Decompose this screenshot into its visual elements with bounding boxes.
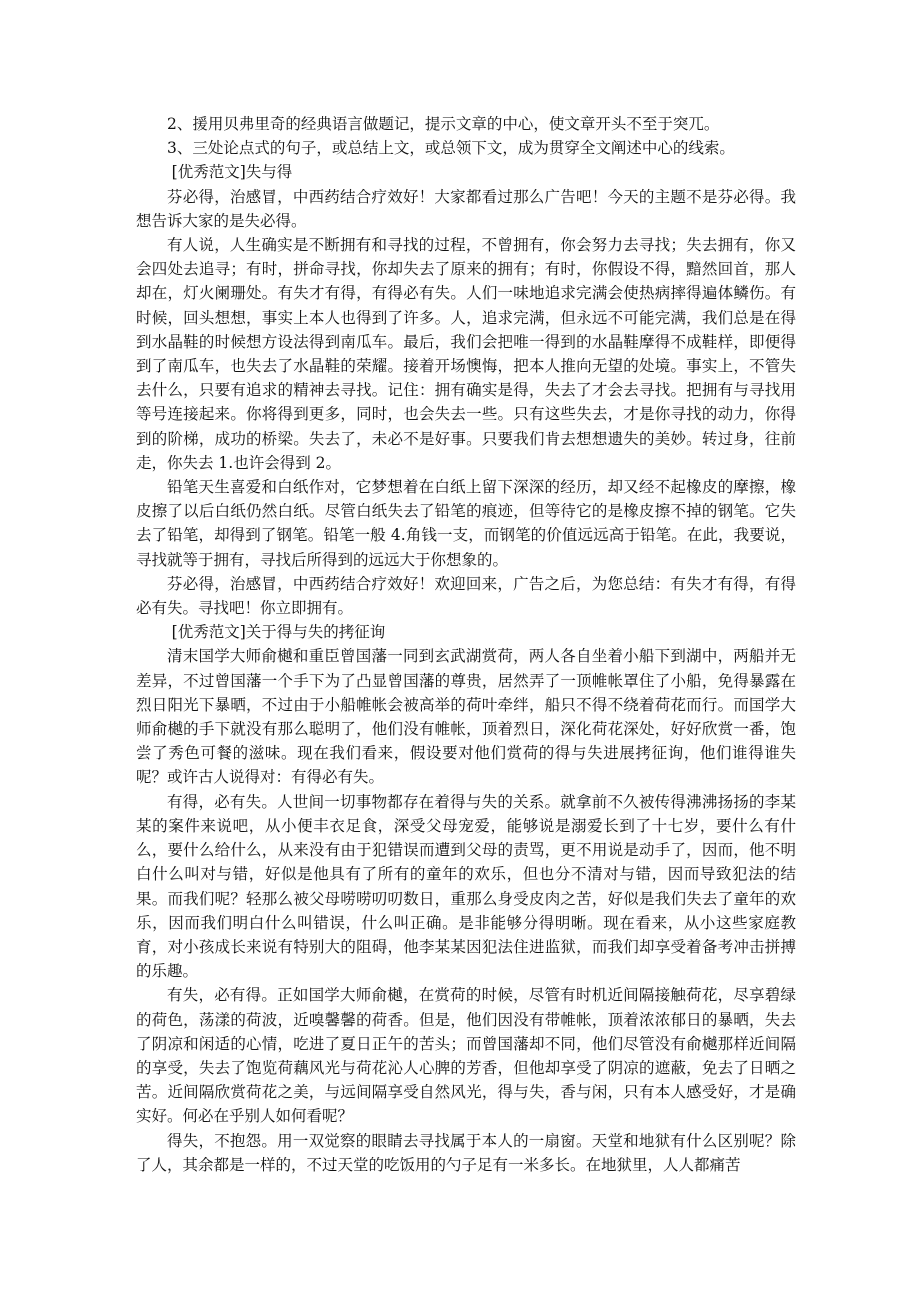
document-body [136,112,796,1177]
note-paragraph-2: 2、援用贝弗里奇的经典语言做题记，提示文章的中心，使文章开头不至于突兀。 [167,115,720,133]
body-paragraph: 清末国学大师俞樾和重臣曾国藩一同到玄武湖赏荷，两人各自坐着小船下到湖中，两船并无差异，不过曾国藩一个手下为了凸显曾国藩的尊贵，居然弄了一顶帷帐罩住了小船，免得暴露在烈日阳光下暴晒，不过由于小船帷帐会被高举的荷叶牵绊，船只不得不绕着荷花而行。而国学大师俞樾的手下就没有那么聪明了，他们没有帷帐，顶着烈日，深化荷花深处，好好欣赏一番，饱尝了秀色可餐的滋味。现在我们看来，假设要对他们赏荷的得与失进展拷征询，他们谁得谁失呢？或许古人说得对：有得必有失。 [136,647,796,787]
body-paragraph: 芬必得，治感冒，中西药结合疗效好！大家都看过那么广告吧！今天的主题不是芬必得。我想告诉大家的是失必得。 [136,187,796,230]
note-paragraph-3: 3、三处论点式的句子，或总结上文，或总领下文，成为贯穿全文阐述中心的线索。 [167,139,735,158]
body-paragraph: 有失，必有得。正如国学大师俞樾，在赏荷的时候，尽管有时机近间隔接触荷花，尽享碧绿的荷色，荡漾的荷波，近嗅馨馨的荷香。但是，他们因没有带帷帐，顶着浓浓郁日的暴晒，失去了阴凉和闲适的心情，吃进了夏日正午的苦头；而曾国藩却不同，他们尽管没有俞樾那样近间隔的享受，失去了饱览荷藕风光与荷花沁人心脾的芳香，但他却享受了阴凉的遮蔽，免去了日晒之苦。近间隔欣赏荷花之美，与远间隔享受自然风光，得与失，香与闲，只有本人感受好，才是确实好。何必在乎别人如何看呢？ [136,986,796,1126]
body-paragraph: 芬必得，治感冒，中西药结合疗效好！欢迎回来，广告之后，为您总结：有失才有得，有得必有失。寻找吧！你立即拥有。 [136,574,796,618]
body-paragraph: 有得，必有失。人世间一切事物都存在着得与失的关系。就拿前不久被传得沸沸扬扬的李某某的案件来说吧，从小便丰衣足食，深受父母宠爱，能够说是溺爱长到了十七岁，要什么有什么，要什么给什么，从来没有由于犯错误而遭到父母的责骂，更不用说是动手了，因而，他不明白什么叫对与错，好似是他具有了所有的童年的欢乐，但也分不清对与错，因而导致犯法的结果。而我们呢？轻那么被父母唠唠叨叨数日，重那么身受皮肉之苦，好似是我们失去了童年的欢乐，因而我们明白什么叫错误，什么叫正确。是非能够分得明晰。现在看来，从小这些家庭教育，对小孩成长来说有特别大的阻碍，他李某某因犯法住进监狱，而我们却享受着备考冲击拼搏的乐趣。 [136,792,796,981]
section-heading-loss-and-gain: [优秀范文]失与得 [171,163,293,182]
section-heading-gain-and-loss: [优秀范文]关于得与失的拷征询 [171,623,386,642]
body-paragraph: 得失，不抱怨。用一双觉察的眼睛去寻找属于本人的一扇窗。天堂和地狱有什么区别呢？除了人，其余都是一样的，不过天堂的吃饭用的勺子足有一米多长。在地狱里，人人都痛苦 [136,1131,796,1174]
body-paragraph: 铅笔天生喜爱和白纸作对，它梦想着在白纸上留下深深的经历，却又经不起橡皮的摩擦，橡皮擦了以后白纸仍然白纸。尽管白纸失去了铅笔的痕迹，但等待它的是橡皮擦不掉的钢笔。它失去了铅笔，却得到了钢笔。铅笔一般 4.角钱一支，而钢笔的价值远远高于铅笔。在此，我要说，寻找就等于拥有，寻找后所得到的远远大于你想象的。 [136,478,796,569]
body-paragraph: 有人说，人生确实是不断拥有和寻找的过程，不曾拥有，你会努力去寻找；失去拥有，你又会四处去追寻；有时，拼命寻找，你却失去了原来的拥有；有时，你假设不得，黯然回首，那人却在，灯火阑珊处。有失才有得，有得必有失。人们一味地追求完满会使热病摔得遍体鳞伤。有时候，回头想想，事实上本人也得到了许多。人，追求完满，但永远不可能完满，我们总是在得到水晶鞋的时候想方设法得到南瓜车。最后，我们会把唯一得到的水晶鞋摩得不成鞋样，即便得到了南瓜车，也失去了水晶鞋的荣耀。接着开场懊悔，把本人推向无望的处境。事实上，不管失去什么，只要有追求的精神去寻找。记住：拥有确实是得，失去了才会去寻找。把拥有与寻找用等号连接起来。你将得到更多，同时，也会失去一些。只有这些失去，才是你寻找的动力，你得到的阶梯，成功的桥梁。失去了，未必不是好事。只要我们肯去想想遗失的美妙。转过身，往前走，你失去 1.也许会得到 2。 [136,236,796,472]
